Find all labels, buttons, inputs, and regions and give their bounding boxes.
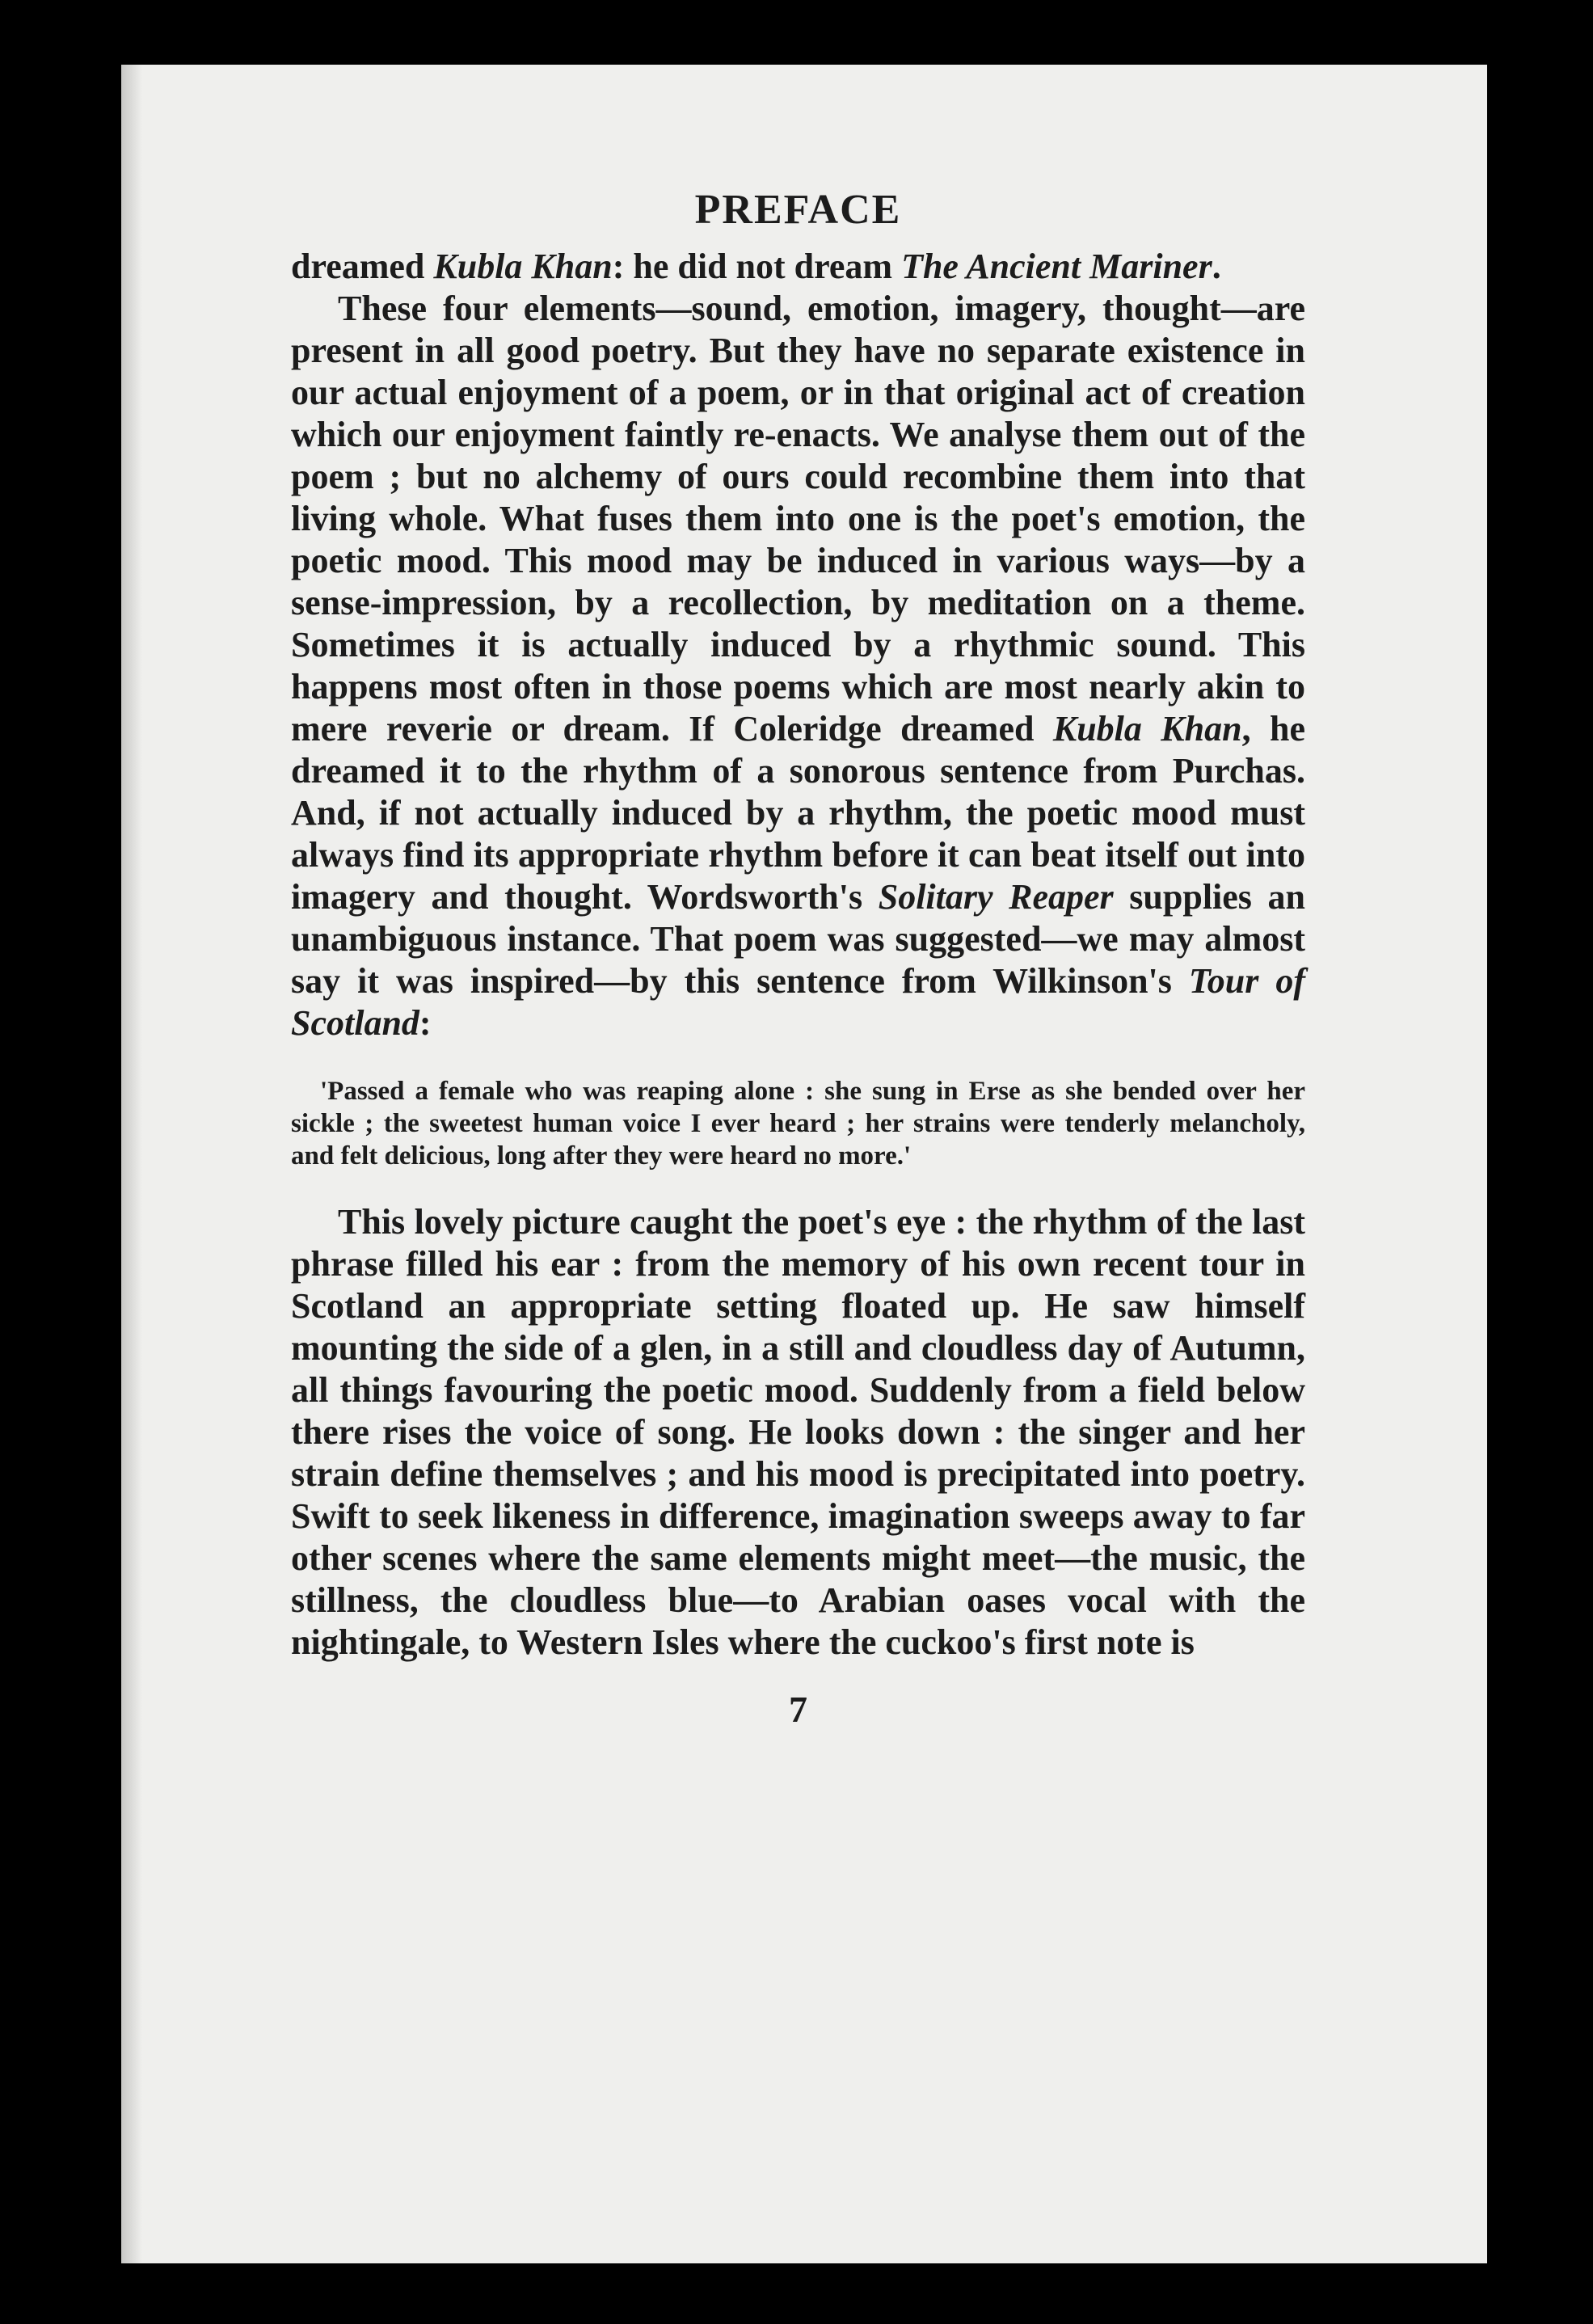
running-head: PREFACE <box>694 187 902 233</box>
italic-title: Kubla Khan <box>1052 709 1242 749</box>
block-quote <box>291 1075 1305 1172</box>
paragraph-lovely-picture: This lovely picture caught the poet's eye : the rhythm of the last phrase filled his ear : from the memory of his own recent tour in Scotland an appropriate setting floated up. He saw himself mounting the side of a glen, in a still and cloudless day of Autumn, all things favouring the poetic mood. Suddenly from a field below there rises the voice of song. He looks down : the singer and her strain define themselves ; and his mood is precipitated into poetry. Swift to seek likeness in difference, imagination sweeps away to far other scenes where the same elements might meet—the music, the stillness, the cloudless blue—to Arabian oases vocal with the nightingale, to Western Isles where the cuckoo's first note is <box>291 1202 1305 1662</box>
text-run: . <box>1212 247 1221 286</box>
text-run: : he did not dream <box>612 247 902 286</box>
italic-title: The Ancient Mariner <box>901 247 1212 286</box>
text-run: , he dreamed it to the rhythm of a sonorous sentence from Purchas. And, if not actually induced by a rhythm, the poetic mood must always find its appropriate rhythm before it can beat itself out into imagery and thought. Wordsworth's <box>291 709 1305 917</box>
italic-title: Tour of Scotland <box>291 961 1305 1043</box>
page-number: 7 <box>789 1689 807 1730</box>
quote-text: 'Passed a female who was reaping alone : she sung in Erse as she bended over her sickle ; the sweetest human voice I ever heard ; her strains were tenderly melancholy, and felt delicious, long after they were heard no more.' <box>291 1077 1305 1170</box>
paragraph-four-elements <box>291 288 1305 1044</box>
italic-title: Solitary Reaper <box>878 877 1114 917</box>
text-run: These four elements—sound, emotion, imagery, thought—are present in all good poetry. But they have no separate existence in our actual enjoyment of a poem, or in that original act of creation which our enjoyment faintly re-enacts. We analyse them out of the poem ; but no alchemy of ours could recombine them into that living whole. What fuses them into one is the poet's emotion, the poetic mood. This mood may be induced in various ways—by a sense-impression, by a recollection, by meditation on a theme. Sometimes it is actually induced by a rhythmic sound. This happens most often in those poems which are most nearly akin to mere reverie or dream. If Coleridge dreamed <box>291 289 1305 749</box>
italic-title: Kubla Khan <box>433 247 613 286</box>
text-run: supplies an unambiguous instance. That poem was suggested—we may almost say it was inspired—by this sentence from Wilkinson's <box>291 877 1306 1001</box>
text-run: : <box>419 1003 432 1043</box>
page-gutter-shadow <box>121 65 142 2263</box>
paragraph-continued <box>291 246 1305 288</box>
page-content <box>291 186 1305 1731</box>
text-run: dreamed <box>291 247 434 286</box>
